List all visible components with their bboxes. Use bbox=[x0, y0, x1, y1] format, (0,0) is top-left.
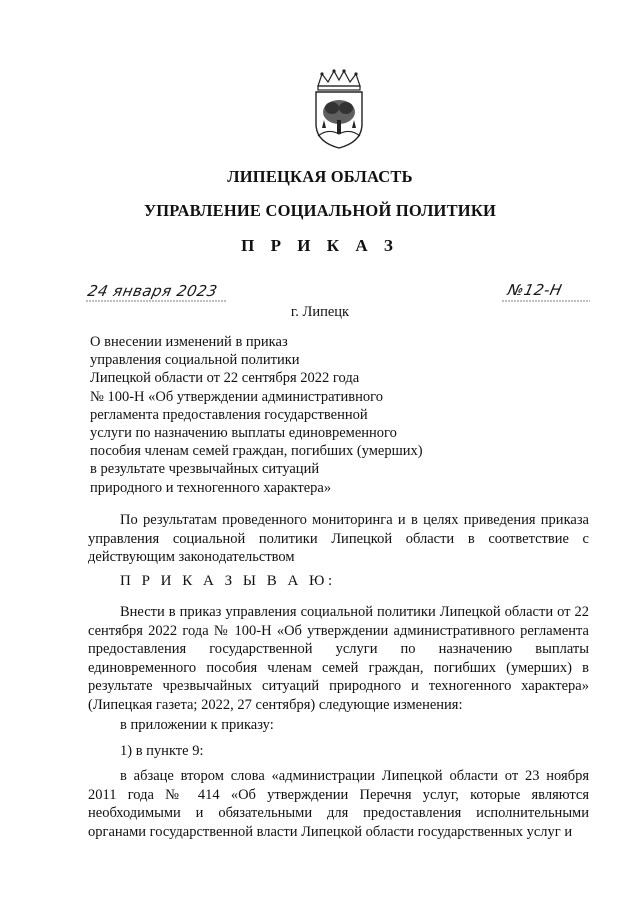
handwritten-date: 24 января 2023 bbox=[86, 282, 220, 300]
city-label: г. Липецк bbox=[290, 304, 350, 320]
subject-line: № 100-Н «Об утверждении административного bbox=[90, 388, 383, 405]
coat-of-arms-emblem bbox=[308, 68, 370, 150]
handwritten-number: №12-Н bbox=[506, 281, 564, 299]
document-subject bbox=[90, 333, 490, 497]
region-heading: ЛИПЕЦКАЯ ОБЛАСТЬ bbox=[227, 167, 413, 186]
doc-type-heading: П Р И К А З bbox=[241, 236, 399, 255]
order-keyword: П Р И К А З Ы В А Ю: bbox=[120, 573, 336, 589]
subject-line: регламента предоставления государственной bbox=[90, 406, 368, 423]
subject-line: управления социальной политики bbox=[90, 352, 300, 369]
date-underline bbox=[86, 299, 226, 303]
department-heading: УПРАВЛЕНИЕ СОЦИАЛЬНОЙ ПОЛИТИКИ bbox=[143, 201, 497, 220]
amendment-paragraph: Внести в приказ управления социальной политики Липецкой области от 22 сентября 2022 года № 100-Н «Об утверждении административного регламента предоставления государственной услуги по назначению выплаты единовременного пособия членам семей граждан, погибших (умерших) в результате чрезвычайных ситуаций природного и техногенного характера» (Липецкая газета; 2022, 27 сентября) следующие изменения: bbox=[88, 604, 589, 713]
preamble-paragraph: По результатам проведенного мониторинга и в целях приведения приказа управления социальной политики Липецкой области в соответствие с действующим законодательством bbox=[88, 512, 589, 565]
subject-line: О внесении изменений в приказ bbox=[90, 334, 288, 350]
appendix-paragraph: в приложении к приказу: bbox=[120, 717, 274, 733]
subject-line: природного и техногенного характера» bbox=[90, 479, 332, 496]
subject-line: Липецкой области от 22 сентября 2022 года bbox=[90, 370, 360, 387]
number-underline bbox=[502, 299, 590, 303]
subject-line: в результате чрезвычайных ситуаций bbox=[90, 461, 320, 478]
clause-text-paragraph: в абзаце втором слова «администрации Липецкой области от 23 ноября 2011 года № 414 «Об утверждении Перечня услуг, которые являются необходимыми и обязательными для предоставления исполнительными органами государственной власти Липецкой области государственных услуг и bbox=[88, 768, 589, 840]
subject-line: услуги по назначению выплаты единовременного bbox=[90, 425, 397, 442]
clause-item: 1) в пункте 9: bbox=[120, 743, 204, 759]
subject-line: пособия членам семей граждан, погибших (умерших) bbox=[90, 443, 423, 460]
